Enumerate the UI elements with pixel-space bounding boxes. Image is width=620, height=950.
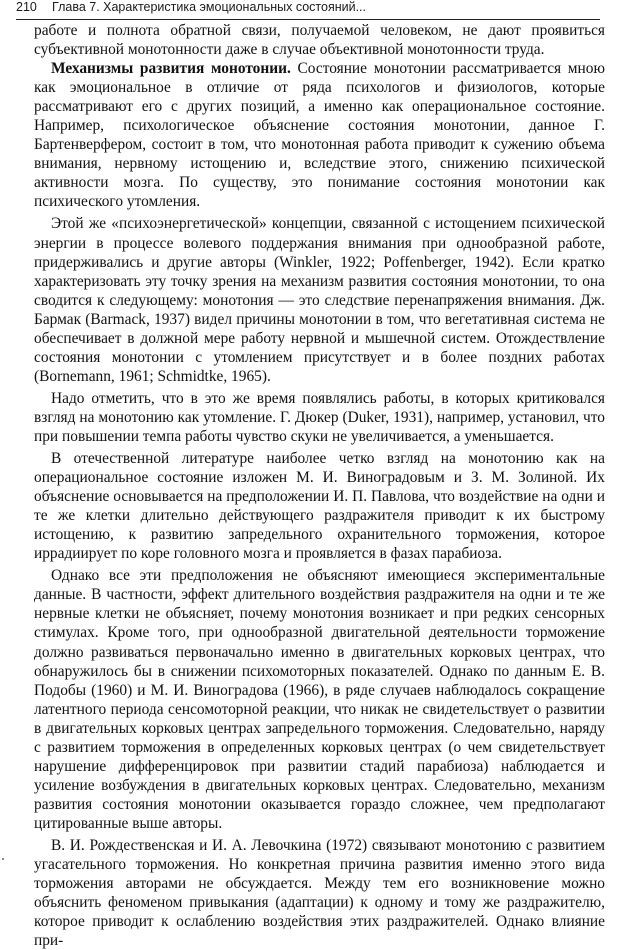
scan-speck [2, 858, 4, 860]
paragraph-mechanisms: Механизмы развития монотонии. Состояние монотонии рассматривается мною как эмоциональное в отличие от ряда психологов и физиологов, которые рассматривают его с других позиций, а именно как операциональное состояние. Например, психологическое объяснение состояния монотонии, данное Г. Бартенверфером, состоит в том, что монотонная работа приводит к сужению объема внимания, нервному истощению и, вследствие этого, снижению психической активности мозга. По существу, это понимание состояния монотонии как психического утомления. [34, 60, 605, 211]
paragraph: Однако все эти предположения не объясняют имеющиеся экспериментальные данные. В частности, эффект длительного воздействия раздражителя на одни и те же нервные клетки не объясняет, почему монотония возникает и при редких сенсорных стимулах. Кроме того, при однообразной двигательной деятельности торможение должно развиваться первоначально именно в двигательных корковых центрах, что обнаружилось бы в снижении психомоторных показателей. Однако по данным Е. В. Подобы (1960) и М. И. Виноградова (1966), в ряде случаев наблюдалось сокращение латентного периода сенсомоторной реакции, что никак не свидетельствует о развитии в двигательных корковых центрах запредельного торможения. Следовательно, наряду с развитием торможения в определенных корковых центрах (о чем свидетельствует нарушение дифференцировок при развитии стадий парабиоза) наблюдается и усиление возбуждения в двигательных корковых центрах. Следовательно, механизм развития состояния монотонии оказывается гораздо сложнее, чем предполагают цитированные выше авторы. [34, 567, 605, 832]
running-header [16, 0, 600, 18]
running-title: Глава 7. Характеристика эмоциональных состояний... [52, 0, 367, 14]
section-lead-heading: Механизмы развития монотонии. [51, 60, 291, 78]
paragraph-continuation: работе и полнота обратной связи, получаемой человеком, не дают проявиться субъективной монотонности даже в случае объективной монотонности труда. [34, 22, 605, 59]
header-rule [16, 19, 600, 20]
paragraph: Этой же «психоэнергетической» концепции, связанной с истощением психической энергии в процессе волевого поддержания внимания при однообразной работе, придерживались и другие авторы (Winkler, 1922; Poffenberger, 1942). Если кратко характеризовать эту точку зрения на механизм развития состояния монотонии, то она сводится к следующему: монотония — это следствие перенапряжения внимания. Дж. Бармак (Barmack, 1937) видел причины монотонии в том, что вегетативная система не обеспечивает в должной мере работу нервной и мышечной систем. Отождествление состояния монотонии с утомлением присутствует и в более поздних работах (Bornemann, 1961; Schmidtke, 1965). [34, 215, 605, 385]
page-number: 210 [16, 0, 37, 14]
paragraph: Надо отметить, что в это же время появлялись работы, в которых критиковался взгляд на монотонию как утомление. Г. Дюкер (Duker, 1931), например, установил, что при повышении темпа работы чувство скуки не увеличивается, а уменьшается. [34, 389, 605, 445]
paragraph: В. И. Рождественская и И. А. Левочкина (1972) связывают монотонию с развитием угасательного торможения. Но конкретная причина развития именно этого вида торможения авторами не обсуждается. Между тем его возникновение можно объяснить феноменом привыкания (адаптации) к одному и тому же раздражителю, которое приводит к ослаблению воздействия этих раздражителей. Однако влияние при- [34, 836, 605, 950]
body-text [34, 21, 605, 950]
paragraph: В отечественной литературе наиболее четко взгляд на монотонию как на операциональное состояние изложен М. И. Виноградовым и З. М. Золиной. Их объяснение основывается на предположении И. П. Павлова, что воздействие на одни и те же клетки длительно действующего раздражителя приводит к их быстрому истощению, к развитию запредельного охранительного торможения, которое иррадиирует по коре головного мозга и проявляется в фазах парабиоза. [34, 450, 605, 563]
